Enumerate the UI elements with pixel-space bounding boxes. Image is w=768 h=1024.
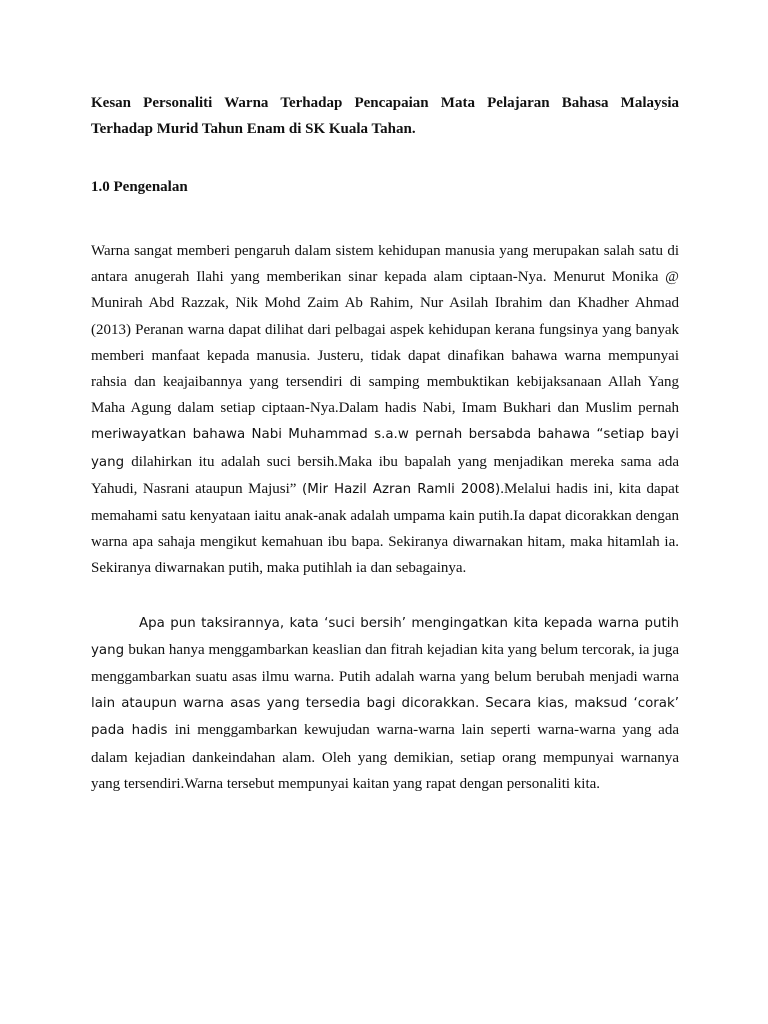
paragraph-1-text-c: dilahirkan itu adalah suci bersih.Maka ibu bapalah yang menjadikan mereka sama ada Yahudi, Nasrani ataupun Majusi” — [91, 453, 679, 497]
paragraph-introduction — [91, 238, 679, 582]
paragraph-2-text-a: Apa pun taksirannya, kata ‘suci bersih’ mengingatkan kita kepada warna putih yang — [91, 615, 679, 658]
document-body — [91, 90, 679, 797]
paragraph-2-text-b: bukan hanya menggambarkan keaslian dan fitrah kejadian kita yang belum tercorak, ia juga menggambarkan suatu asas ilmu warna. Putih adalah warna yang belum berubah menjadi warna — [91, 641, 679, 686]
paragraph-2-text-c: lain ataupun warna asas yang tersedia bagi dicorakkan. Secara kias, maksud ‘corak’ pada hadis — [91, 696, 679, 739]
section-heading: 1.0 Pengenalan — [91, 179, 188, 195]
paragraph-1-text-e: .Melalui hadis ini, kita dapat memahami satu kenyataan iaitu anak-anak adalah umpama kain putih.Ia dapat dicorakkan dengan warna apa sahaja mengikut kemahuan ibu bapa. Sekiranya diwarnakan hitam, maka hitamlah ia. Sekiranya diwarnakan putih, maka putihlah ia dan sebagainya. — [91, 480, 679, 577]
paragraph-2-text-d: ini menggambarkan kewujudan warna-warna lain seperti warna-warna yang ada dalam kejadian dankeindahan alam. Oleh yang demikian, setiap orang mempunyai warnanya yang tersendiri.Warna tersebut mempunyai kaitan yang rapat dengan personaliti kita. — [91, 722, 679, 792]
paragraph-1-text-b: meriwayatkan bahawa Nabi Muhammad s.a.w pernah bersabda bahawa “setiap bayi yang — [91, 427, 679, 470]
paragraph-1-citation: (Mir Hazil Azran Ramli 2008) — [301, 481, 501, 497]
title-line-1: Kesan Personaliti Warna Terhadap Pencapaian Mata Pelajaran Bahasa Malaysia — [91, 95, 679, 111]
paragraph-1-text-a: Warna sangat memberi pengaruh dalam sistem kehidupan manusia yang merupakan salah satu di antara anugerah Ilahi yang memberikan sinar kepada alam ciptaan-Nya. Menurut Monika @ Munirah Abd Razzak, Nik Mohd Zaim Ab Rahim, Nur Asilah Ibrahim dan Khadher Ahmad (2013) Peranan warna dapat dilihat dari pelbagai aspek kehidupan kerana fungsinya yang banyak memberi manfaat kepada manusia. Justeru, tidak dapat dinafikan bahawa warna mempunyai rahsia dan keajaibannya yang tersendiri di samping membuktikan kebijaksanaan Allah Yang Maha Agung dalam setiap ciptaan-Nya.Dalam hadis Nabi, Imam Bukhari dan Muslim pernah — [91, 243, 679, 417]
title-line-2: Terhadap Murid Tahun Enam di SK Kuala Tahan. — [91, 121, 416, 137]
document-title — [91, 90, 679, 142]
paragraph-colour-meaning — [91, 610, 679, 797]
